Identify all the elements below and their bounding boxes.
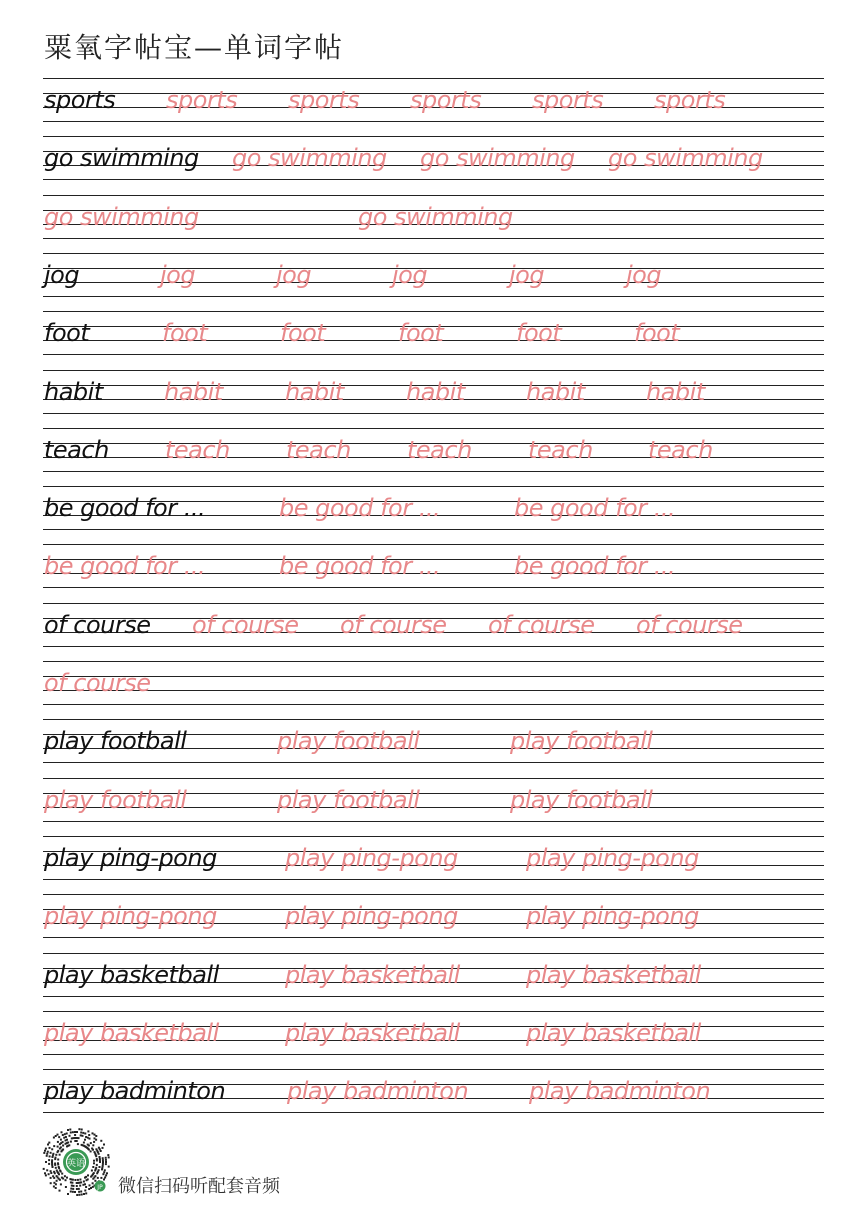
trace-word: of course xyxy=(340,610,447,639)
writing-row xyxy=(43,370,824,414)
rule-line xyxy=(43,486,824,487)
trace-word: play basketball xyxy=(526,1018,701,1047)
model-word: sports xyxy=(44,86,116,114)
trace-word: sports xyxy=(410,86,482,114)
rule-line xyxy=(43,544,824,545)
rule-line xyxy=(43,238,824,239)
trace-word: sports xyxy=(166,86,238,114)
trace-word: play basketball xyxy=(285,960,460,989)
rule-line xyxy=(43,894,824,895)
rule-line xyxy=(43,428,824,429)
trace-word: of course xyxy=(636,610,743,639)
trace-word: jog xyxy=(626,260,662,289)
trace-word: foot xyxy=(162,319,208,348)
writing-row xyxy=(43,428,824,472)
writing-row xyxy=(43,544,824,588)
trace-word: be good for ... xyxy=(44,552,206,581)
rule-line xyxy=(43,179,824,180)
trace-word: play football xyxy=(277,785,420,814)
writing-row xyxy=(43,953,824,997)
trace-word: foot xyxy=(280,319,326,348)
writing-row xyxy=(43,136,824,180)
trace-word: of course xyxy=(192,610,299,639)
trace-word: habit xyxy=(164,377,223,406)
rule-line xyxy=(43,1112,824,1113)
trace-word: go swimming xyxy=(358,202,513,231)
trace-word: be good for ... xyxy=(279,494,441,523)
rule-line xyxy=(43,879,824,880)
trace-word: teach xyxy=(165,435,230,464)
page-title: 粟氧字帖宝—单词字帖 xyxy=(44,31,345,64)
rule-line xyxy=(43,529,824,530)
model-word: of course xyxy=(44,610,151,639)
rule-line xyxy=(43,121,824,122)
rule-line xyxy=(43,253,824,254)
trace-word: habit xyxy=(406,377,465,406)
model-word: play ping-pong xyxy=(44,843,217,872)
rule-line xyxy=(43,821,824,822)
trace-word: go swimming xyxy=(420,144,575,173)
rule-line xyxy=(43,78,824,79)
rule-line xyxy=(43,646,824,647)
trace-word: of course xyxy=(488,610,595,639)
trace-word: teach xyxy=(407,435,472,464)
writing-row xyxy=(43,311,824,355)
rule-line xyxy=(43,661,824,662)
model-word: go swimming xyxy=(44,144,199,173)
rule-line xyxy=(43,719,824,720)
rule-line xyxy=(43,676,824,677)
writing-row xyxy=(43,486,824,530)
trace-word: teach xyxy=(648,435,713,464)
trace-word: habit xyxy=(285,377,344,406)
rule-line xyxy=(43,413,824,414)
trace-word: sports xyxy=(532,86,604,114)
rule-line xyxy=(43,1069,824,1070)
model-word: habit xyxy=(44,377,103,406)
rule-line xyxy=(43,296,824,297)
trace-word: go swimming xyxy=(44,202,199,231)
trace-word: foot xyxy=(634,319,680,348)
writing-row xyxy=(43,894,824,938)
writing-row xyxy=(43,661,824,705)
rule-line xyxy=(43,1011,824,1012)
trace-word: be good for ... xyxy=(514,494,676,523)
writing-row xyxy=(43,836,824,880)
trace-word: jog xyxy=(276,260,312,289)
trace-word: go swimming xyxy=(608,144,763,173)
rule-line xyxy=(43,996,824,997)
trace-word: jog xyxy=(160,260,196,289)
writing-row xyxy=(43,195,824,239)
trace-word: teach xyxy=(528,435,593,464)
trace-word: foot xyxy=(516,319,562,348)
trace-word: play ping-pong xyxy=(44,902,217,931)
rule-line xyxy=(43,471,824,472)
trace-word: play ping-pong xyxy=(285,902,458,931)
model-word: play basketball xyxy=(44,960,219,989)
model-word: play badminton xyxy=(44,1077,226,1106)
trace-word: sports xyxy=(288,86,360,114)
model-word: play football xyxy=(44,727,187,756)
trace-word: sports xyxy=(654,86,726,114)
writing-row xyxy=(43,1069,824,1113)
trace-word: foot xyxy=(398,319,444,348)
scan-hint: 微信扫码听配套音频 xyxy=(118,1176,280,1197)
trace-word: play football xyxy=(44,785,187,814)
writing-row xyxy=(43,778,824,822)
trace-word: jog xyxy=(392,260,428,289)
rule-line xyxy=(43,195,824,196)
qr-badge-label: 英语 xyxy=(66,1159,86,1169)
trace-word: play basketball xyxy=(526,960,701,989)
rule-line xyxy=(43,836,824,837)
model-word: be good for ... xyxy=(44,494,206,523)
trace-word: be good for ... xyxy=(514,552,676,581)
rule-line xyxy=(43,762,824,763)
rule-line xyxy=(43,136,824,137)
trace-word: play football xyxy=(510,785,653,814)
model-word: jog xyxy=(44,260,80,289)
trace-word: play badminton xyxy=(287,1077,469,1106)
rule-line xyxy=(43,704,824,705)
rule-line xyxy=(43,603,824,604)
writing-row xyxy=(43,253,824,297)
svg-text:JP: JP xyxy=(97,1184,103,1191)
rule-line xyxy=(43,953,824,954)
trace-word: play badminton xyxy=(529,1077,711,1106)
trace-word: play football xyxy=(510,727,653,756)
rule-line xyxy=(43,778,824,779)
rule-line xyxy=(43,690,824,691)
rule-line xyxy=(43,311,824,312)
model-word: foot xyxy=(44,319,90,348)
trace-word: play ping-pong xyxy=(526,843,699,872)
rule-line xyxy=(43,370,824,371)
trace-word: play ping-pong xyxy=(285,843,458,872)
writing-row xyxy=(43,78,824,122)
trace-word: go swimming xyxy=(232,144,387,173)
trace-word: teach xyxy=(286,435,351,464)
trace-word: habit xyxy=(526,377,585,406)
trace-word: play football xyxy=(277,727,420,756)
trace-word: of course xyxy=(44,669,151,697)
trace-word: play basketball xyxy=(44,1018,219,1047)
trace-word: play ping-pong xyxy=(526,902,699,931)
rule-line xyxy=(43,587,824,588)
model-word: teach xyxy=(44,435,109,464)
writing-row xyxy=(43,603,824,647)
writing-row xyxy=(43,1011,824,1055)
writing-row xyxy=(43,719,824,763)
rule-line xyxy=(43,1054,824,1055)
trace-word: play basketball xyxy=(285,1018,460,1047)
qr-code-icon[interactable] xyxy=(40,1126,112,1198)
trace-word: be good for ... xyxy=(279,552,441,581)
rule-line xyxy=(43,354,824,355)
trace-word: jog xyxy=(509,260,545,289)
trace-word: habit xyxy=(646,377,705,406)
rule-line xyxy=(43,937,824,938)
